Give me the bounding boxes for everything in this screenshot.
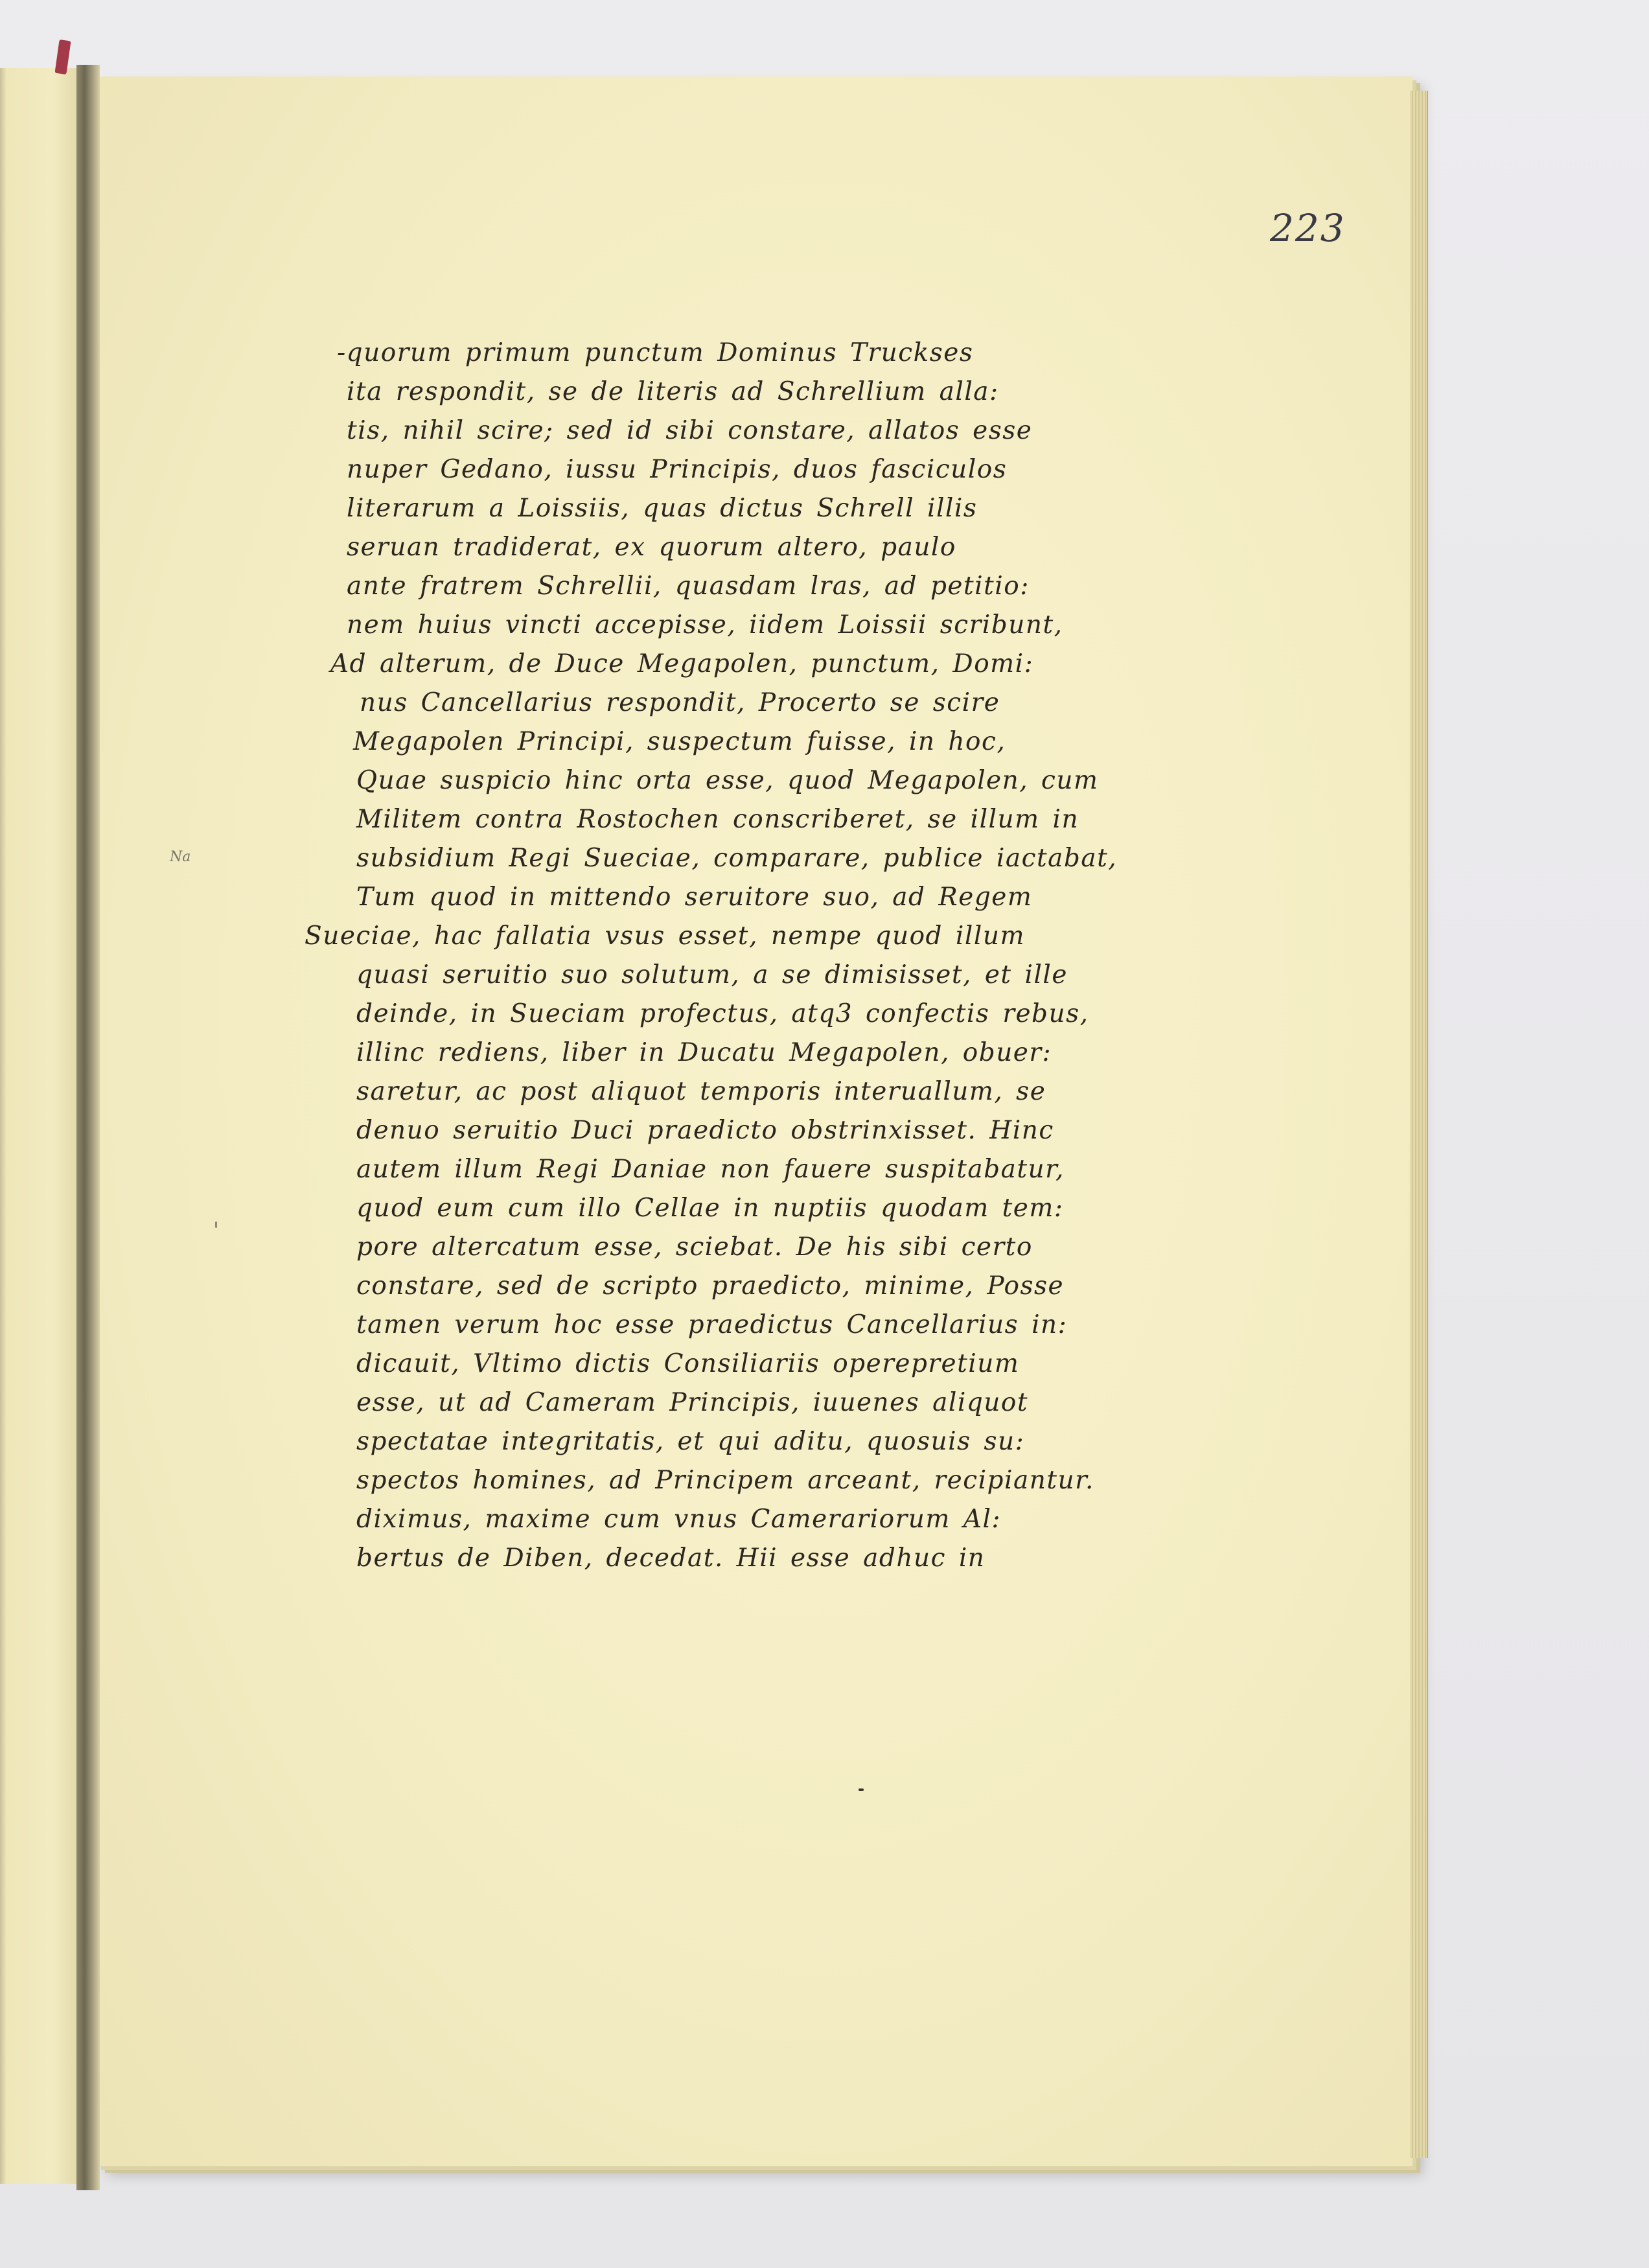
text-line: Sueciae, hac fallatia vsus esset, nempe quod illum xyxy=(305,921,1025,951)
text-line: spectatae integritatis, et qui aditu, quosuis su: xyxy=(356,1427,1025,1456)
text-line: nus Cancellarius respondit, Procerto se scire xyxy=(360,688,1000,717)
text-line: ante fratrem Schrellii, quasdam lras, ad petitio: xyxy=(347,572,1030,601)
text-line: dicauit, Vltimo dictis Consiliariis operepretium xyxy=(356,1349,1020,1378)
text-line: diximus, maxime cum vnus Camerariorum Al: xyxy=(356,1505,1002,1534)
text-line: constare, sed de scripto praedicto, minime, Posse xyxy=(356,1271,1065,1301)
text-line: pore altercatum esse, sciebat. De his sibi certo xyxy=(356,1232,1033,1262)
text-line: bertus de Diben, decedat. Hii esse adhuc in xyxy=(356,1544,986,1573)
text-line: esse, ut ad Cameram Principis, iuuenes aliquot xyxy=(356,1388,1029,1417)
ink-mark xyxy=(859,1788,864,1791)
text-line: quasi seruitio suo solutum, a se dimisisset, et ille xyxy=(356,960,1068,989)
text-line: Tum quod in mittendo seruitore suo, ad Regem xyxy=(356,883,1033,912)
text-line: tamen verum hoc esse praedictus Cancellarius in: xyxy=(356,1310,1068,1339)
text-line: literarum a Loissiis, quas dictus Schrell illis xyxy=(347,494,978,523)
text-line: Ad alterum, de Duce Megapolen, punctum, Domi: xyxy=(330,649,1034,678)
text-line: nuper Gedano, iussu Principis, duos fasciculos xyxy=(347,455,1008,484)
verso-shadow xyxy=(0,68,6,2184)
binding-gutter xyxy=(76,65,100,2190)
text-line: quod eum cum illo Cellae in nuptiis quodam tem: xyxy=(356,1194,1064,1223)
text-line: tis, nihil scire; sed id sibi constare, allatos esse xyxy=(347,416,1033,445)
text-line: deinde, in Sueciam profectus, atq3 confectis rebus, xyxy=(356,999,1089,1028)
text-line: spectos homines, ad Principem arceant, recipiantur. xyxy=(356,1466,1094,1495)
text-line: Quae suspicio hinc orta esse, quod Megapolen, cum xyxy=(356,766,1099,795)
marginal-note: Na xyxy=(170,849,191,865)
text-line: autem illum Regi Daniae non fauere suspitabatur, xyxy=(356,1155,1065,1184)
text-line: illinc rediens, liber in Ducatu Megapolen, obuer: xyxy=(356,1038,1052,1067)
text-line: Militem contra Rostochen conscriberet, se illum in xyxy=(356,805,1079,834)
text-line: subsidium Regi Sueciae, comparare, publice iactabat, xyxy=(356,844,1118,873)
text-line: saretur, ac post aliquot temporis interuallum, se xyxy=(356,1077,1046,1106)
text-line: denuo seruitio Duci praedicto obstrinxisset. Hinc xyxy=(356,1116,1054,1145)
text-line: seruan tradiderat, ex quorum altero, paulo xyxy=(347,533,956,562)
margin-mark xyxy=(215,1221,217,1228)
page-block-edge xyxy=(1410,91,1428,2158)
folio-number: 223 xyxy=(1270,206,1346,250)
text-line: ita respondit, se de literis ad Schrellium alla: xyxy=(347,377,999,406)
text-line: Megapolen Principi, suspectum fuisse, in hoc, xyxy=(353,727,1006,756)
text-line: -quorum primum punctum Dominus Truckses xyxy=(337,338,974,367)
text-line: nem huius vincti accepisse, iidem Loissii scribunt, xyxy=(347,610,1063,640)
